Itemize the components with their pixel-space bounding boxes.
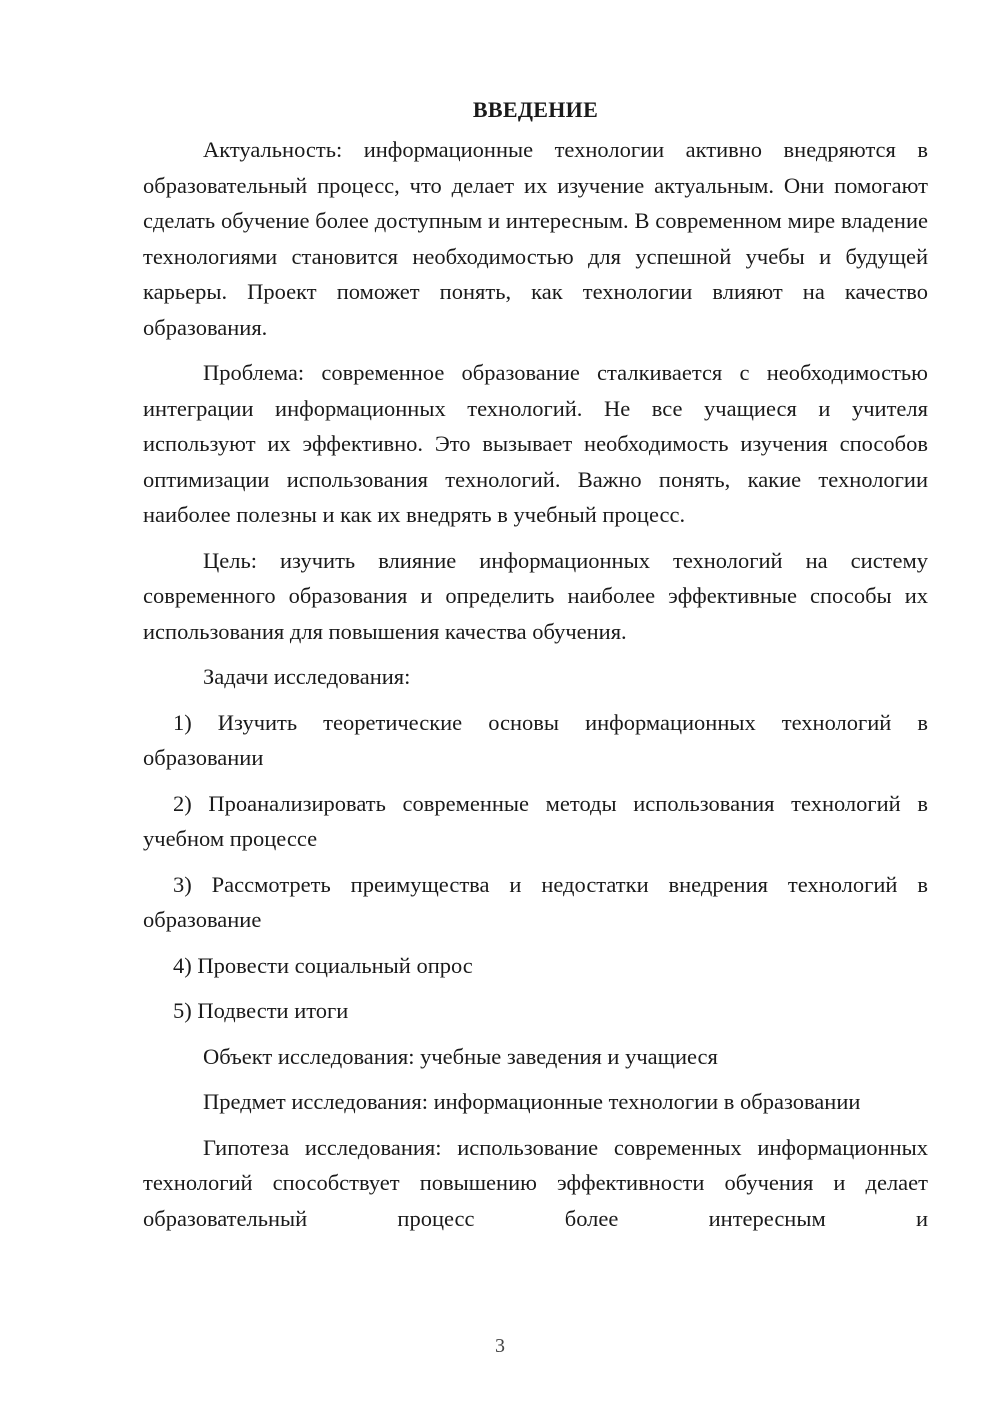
document-title: ВВЕДЕНИЕ [472,97,599,122]
object-paragraph: Объект исследования: учебные заведения и учащиеся [203,1043,718,1069]
page-number: 3 [495,1335,505,1357]
task-item: 4) Провести социальный опрос [173,952,473,978]
subject-paragraph: Предмет исследования: информационные технологии в образовании [203,1089,861,1114]
relevance-paragraph: Актуальность: информационные технологии активно внедряются в образовательный процесс, что делает их изучение актуальным. Они помогают сделать обучение более доступным и интересным. В современном мире владение технологиями становится необходимостью для успешной учебы и будущей карьеры. Проект поможет понять, как технологии влияют на качество образования. [143,137,928,340]
task-item: 1) Изучить теоретические основы информационных технологий в образовании [143,709,928,770]
tasks-heading: Задачи исследования: [203,664,411,689]
hypothesis-paragraph: Гипотеза исследования: использование современных информационных технологий способствует повышению эффективности обучения и делает образовательный процесс более интересным и [143,1134,928,1231]
document-page [143,92,928,1246]
task-item: 5) Подвести итоги [173,998,349,1023]
task-item: 2) Проанализировать современные методы использования технологий в учебном процессе [143,790,928,851]
task-item: 3) Рассмотреть преимущества и недостатки внедрения технологий в образование [143,871,928,932]
problem-paragraph: Проблема: современное образование сталкивается с необходимостью интеграции информационных технологий. Не все учащиеся и учителя используют их эффективно. Это вызывает необходимость изучения способов оптимизации использования технологий. Важно понять, какие технологии наиболее полезны и как их внедрять в учебный процесс. [143,360,928,527]
goal-paragraph: Цель: изучить влияние информационных технологий на систему современного образования и определить наиболее эффективные способы их использования для повышения качества обучения. [143,547,928,644]
